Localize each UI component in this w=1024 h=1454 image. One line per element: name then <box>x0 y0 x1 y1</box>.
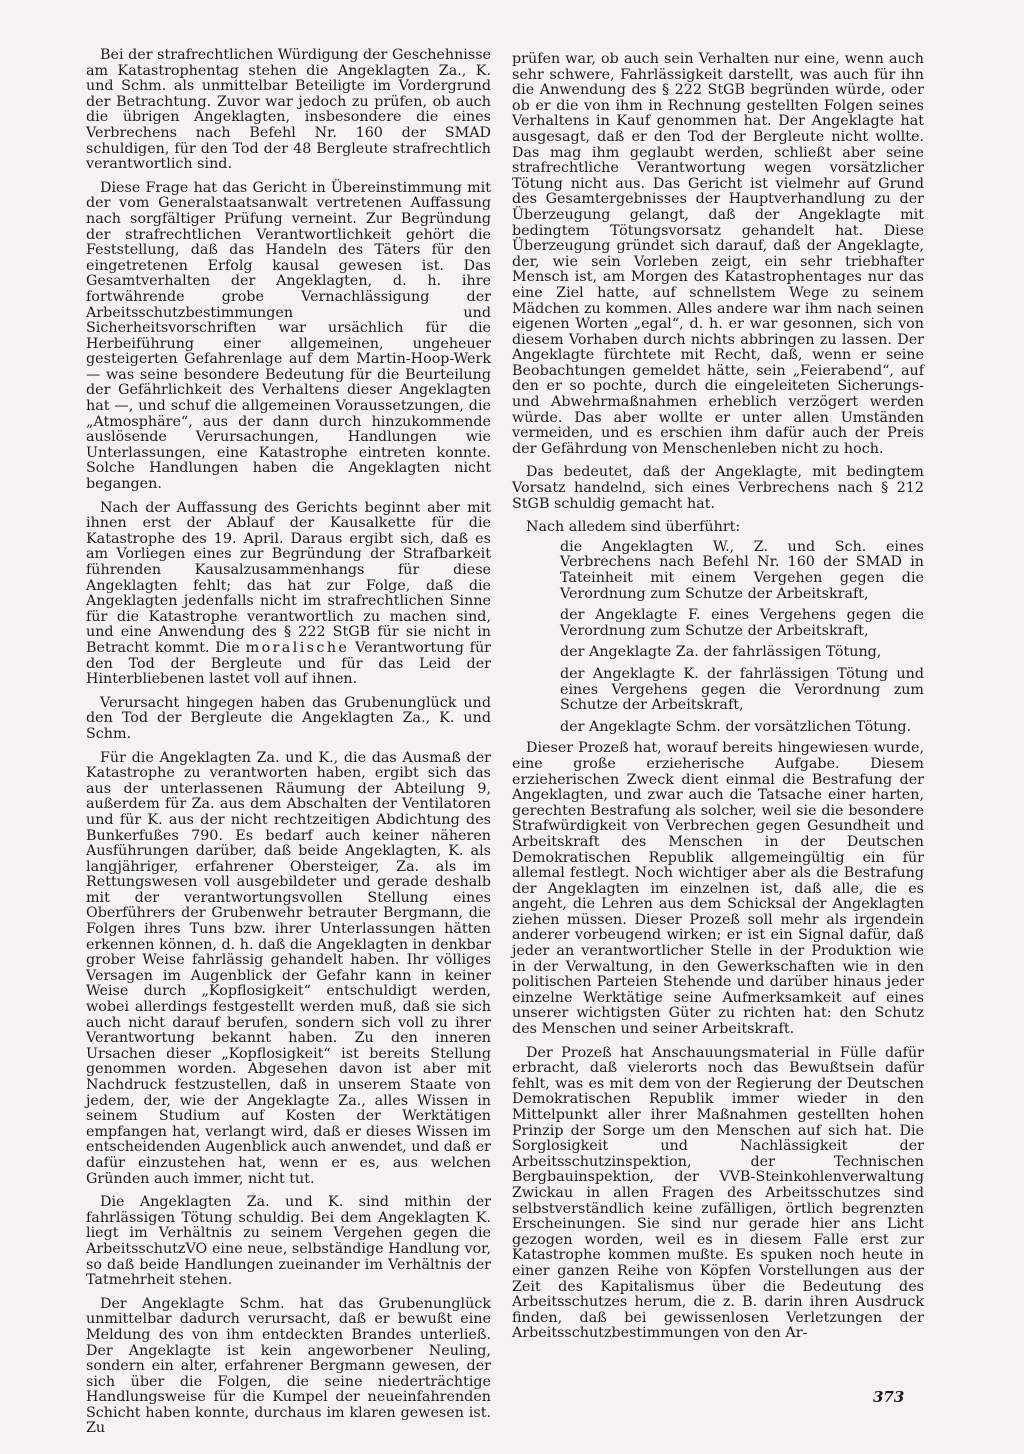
paragraph: Die Angeklagten Za. und K. sind mithin der fahrlässigen Tötung schuldig. Bei dem Angeklagten K. liegt im Verhältnis zu seinem Vergehen gegen die ArbeitsschutzVO eine neue, selbständige Handlung vor, so daß beide Handlungen zueinander im Verhältnis der Tatmehrheit stehen. <box>86 1194 491 1289</box>
left-column <box>86 48 491 1445</box>
paragraph: Das bedeutet, daß der Angeklagte, mit bedingtem Vorsatz handelnd, sich eines Verbrechens nach § 212 StGB schuldig gemacht hat. <box>512 464 924 512</box>
paragraph-text: Nach der Auffassung des Gerichts beginnt aber mit ihnen erst der Ablauf der Kausalkette für die Katastrophe des 19. April. Daraus ergibt sich, daß es am Vorliegen eines zur Begründung der Strafbarkeit führenden Kausalzusammenhangs für diese Angeklagten fehlt; das hat zur Folge, daß die Angeklagten jedenfalls nicht im strafrechtlichen Sinne für die Katastrophe verantwortlich zu machen sind, und eine Anwendung des § 222 StGB für sie nicht in Betracht kommt. Die <box>86 499 491 656</box>
verdict-list-item <box>560 540 924 602</box>
paragraph: Dieser Prozeß hat, worauf bereits hingewiesen wurde, eine große erzieherische Aufgabe. Diesem erzieherischen Zweck dient einmal die Bestrafung der Angeklagten, und zwar auch die Tatsache einer harten, gerechten Bestrafung als solcher, weil sie die besondere Strafwürdigkeit von Verbrechen gegen Gesundheit und Arbeitskraft des Menschen in der Deutschen Demokratischen Republik allgemeingültig ein für allemal festlegt. Noch wichtiger aber als die Bestrafung der Angeklagten im einzelnen ist, daß alle, die es angeht, die Lehren aus dem Schicksal der Angeklagten ziehen müssen. Dieser Prozeß soll mehr als irgendein anderer vorbeugend wirken; er ist ein Signal dafür, daß jeder an verantwortlicher Stelle in der Produktion wie in der Verwaltung, in den Gewerkschaften wie in den politischen Parteien Stehende und darüber hinaus jeder einzelne Werktätige seine Aufmerksamkeit auf eines unserer wichtigsten Güter zu richten hat: den Schutz des Menschen und seiner Arbeitskraft. <box>512 740 924 1038</box>
paragraph: Der Prozeß hat Anschauungsmaterial in Fülle dafür erbracht, daß vielerorts noch das Bewußtsein dafür fehlt, was es mit dem von der Regierung der Deutschen Demokratischen Republik immer wieder in den Mittelpunkt aller ihrer Maßnahmen gestellten hohen Prinzip der Sorge um den Menschen auf sich hat. Die Sorglosigkeit und Nachlässigkeit der Arbeitsschutzinspektion, der Technischen Bergbauinspektion, der VVB-Steinkohlenverwaltung Zwickau in allen Fragen des Arbeitsschutzes sind selbstverständlich keine zufälligen, örtlich begrenzten Erscheinungen. Sie sind nur gerade hier ans Licht gezogen worden, weil es in diesem Falle erst zur Katastrophe kommen mußte. Es spuken noch heute in einer ganzen Reihe von Köpfen Vorstellungen aus der Zeit des Kapitalismus über die Bedeutung des Arbeitsschutzes herum, die z. B. darin ihren Ausdruck finden, daß bei gewissenlosen Verletzungen der Arbeitsschutzbestimmungen von den Ar- <box>512 1044 924 1342</box>
verdict-text: der Angeklagte Za. der fahrlässigen Tötung, <box>560 644 882 661</box>
right-column <box>512 52 924 1350</box>
verdict-text: die Angeklagten W., Z. und Sch. eines Verbrechens nach Befehl Nr. 160 der SMAD in Tateinheit mit einem Vergehen gegen die Verordnung zum Schutze der Arbeitskraft, <box>560 538 924 602</box>
verdict-text: der Angeklagte K. der fahrlässigen Tötung und eines Vergehens gegen die Verordnung zum Schutze der Arbeitskraft, <box>560 665 924 714</box>
spaced-emphasis-word: moralische <box>245 639 350 656</box>
page-number: 373 <box>873 1388 905 1406</box>
paragraph: Für die Angeklagten Za. und K., die das Ausmaß der Katastrophe zu verantworten haben, ergibt sich das aus der unterlassenen Räumung der Abteilung 9, außerdem für Za. aus dem Abschalten der Ventilatoren und für K. aus der nicht rechtzeitigen Abdichtung des Bunkerfußes 790. Es bedarf auch keiner näheren Ausführungen darüber, daß beide Angeklagten, K. als langjähriger, erfahrener Obersteiger, Za. als im Rettungswesen voll ausgebildeter und gerade deshalb mit der verantwortungsvollen Stellung eines Oberführers der Grubenwehr betrauter Bergmann, die Folgen ihres Tuns bzw. ihrer Unterlassungen hätten erkennen können, d. h. daß die Angeklagten in denkbar grober Weise fahrlässig gehandelt haben. Ihr völliges Versagen im Augenblick der Gefahr kann in keiner Weise durch „Kopflosigkeit“ entschuldigt werden, wobei allerdings festgestellt werden muß, daß sie sich auch nicht darauf berufen, sondern sich voll zu ihrer Verantwortung bekannt haben. Zu den inneren Ursachen dieser „Kopflosigkeit“ ist bereits Stellung genommen worden. Abgesehen davon ist aber mit Nachdruck festzustellen, daß in unserem Staate von jedem, der, wie der Angeklagte Za., alles Wissen in seinem Studium auf Kosten der Werktätigen empfangen hat, verlangt wird, daß er dieses Wissen im entscheidenden Augenblick auch anwendet, und daß er dafür einzustehen hat, wenn er es, aus welchen Gründen auch immer, nicht tut. <box>86 749 491 1187</box>
verdict-list-item <box>560 608 924 639</box>
paragraph: Diese Frage hat das Gericht in Übereinstimmung mit der vom Generalstaatsanwalt vertretenen Auffassung nach sorgfältiger Prüfung verneint. Zur Begründung der strafrechtlichen Verantwortlichkeit gehört die Feststellung, daß das Handeln des Täters für den eingetretenen Erfolg kausal gewesen ist. Das Gesamtverhalten der Angeklagten, d. h. ihre fortwährende grobe Vernachlässigung der Arbeitsschutzbestimmungen und Sicherheitsvorschriften war ursächlich für die Herbeiführung einer allgemeinen, ungeheuer gesteigerten Gefahrenlage auf dem Martin-Hoop-Werk — was seine besondere Bedeutung für die Beurteilung der Gefährlichkeit des Verhaltens dieser Angeklagten hat —, und schuf die allgemeinen Voraussetzungen, die „Atmosphäre“, aus der dann durch hinzukommende auslösende Verursachungen, Handlungen wie Unterlassungen, eine Katastrophe eintreten konnte. Solche Handlungen haben die Angeklagten nicht begangen. <box>86 179 491 493</box>
paragraph <box>86 501 491 688</box>
verdict-intro: Nach alledem sind überführt: <box>526 519 741 536</box>
paragraph-text: Verantwortung für den Tod der Bergleute und für das Leid der Hinterbliebenen lastet voll auf ihnen. <box>86 639 492 688</box>
paragraph: Bei der strafrechtlichen Würdigung der Geschehnisse am Katastrophentag stehen die Angeklagten Za., K. und Schm. als unmittelbar Beteiligte im Vordergrund der Betrachtung. Zuvor war jedoch zu prüfen, ob auch die übrigen Angeklagten, insbesondere die eines Verbrechens nach Befehl Nr. 160 der SMAD schuldigen, für den Tod der 48 Bergleute strafrechtlich verantwortlich sind. <box>86 47 491 173</box>
verdict-text: der Angeklagte Schm. der vorsätzlichen Tötung. <box>560 718 912 735</box>
paragraph-continuation: prüfen war, ob auch sein Verhalten nur eine, wenn auch sehr schwere, Fahrlässigkeit darstellt, was auch für ihn die Anwendung des § 222 StGB begründen würde, oder ob er die von ihm in Rechnung gestellten Folgen seines Verhaltens in Kauf genommen hat. Der Angeklagte hat ausgesagt, daß er den Tod der Bergleute nicht wollte. Das mag ihm geglaubt werden, schließt aber seine strafrechtliche Verantwortung wegen vorsätzlicher Tötung nicht aus. Das Gericht ist vielmehr auf Grund des Gesamtergebnisses der Hauptverhandlung zu der Überzeugung gelangt, daß der Angeklagte mit bedingtem Tötungsvorsatz gehandelt hat. Diese Überzeugung gründet sich darauf, daß der Angeklagte, der, wie sein Vorleben zeigt, ein sehr triebhafter Mensch ist, am Morgen des Katastrophentages nur das eine Ziel hatte, auf schnellstem Wege zu seinem Mädchen zu kommen. Alles andere war ihm nach seinen eigenen Worten „egal“, d. h. er war gesonnen, sich von diesem Vorhaben durch nichts abbringen zu lassen. Der Angeklagte fürchtete mit Recht, daß, wenn er seine Beobachtungen gemeldet hätte, sein „Feierabend“, auf den er so pochte, durch die eingeleiteten Sicherungs- und Abwehrmaßnahmen erheblich verzögert werden würde. Das aber wollte er unter allen Umständen vermeiden, und es erschien ihm dafür auch der Preis der Gefährdung von Menschenleben nicht zu hoch. <box>512 51 924 457</box>
verdict-text: der Angeklagte F. eines Vergehens gegen die Verordnung zum Schutze der Arbeitskraft, <box>560 607 924 639</box>
verdict-list-item <box>560 645 924 661</box>
verdict-list <box>512 540 924 736</box>
verdict-list-item <box>560 720 924 736</box>
verdict-list-item <box>560 667 924 714</box>
paragraph: Verursacht hingegen haben das Grubenunglück und den Tod der Bergleute die Angeklagten Za., K. und Schm. <box>86 694 491 742</box>
paragraph: Der Angeklagte Schm. hat das Grubenunglück unmittelbar dadurch verursacht, daß er bewußt eine Meldung des von ihm entdeckten Brandes unterließ. Der Angeklagte ist kein angeworbener Neuling, sondern ein alter, erfahrener Bergmann gewesen, der sich über die Folgen, die seine niederträchtige Handlungsweise für die Kumpel der neueinfahrenden Schicht haben konnte, durchaus im klaren gewesen ist. Zu <box>86 1295 491 1437</box>
